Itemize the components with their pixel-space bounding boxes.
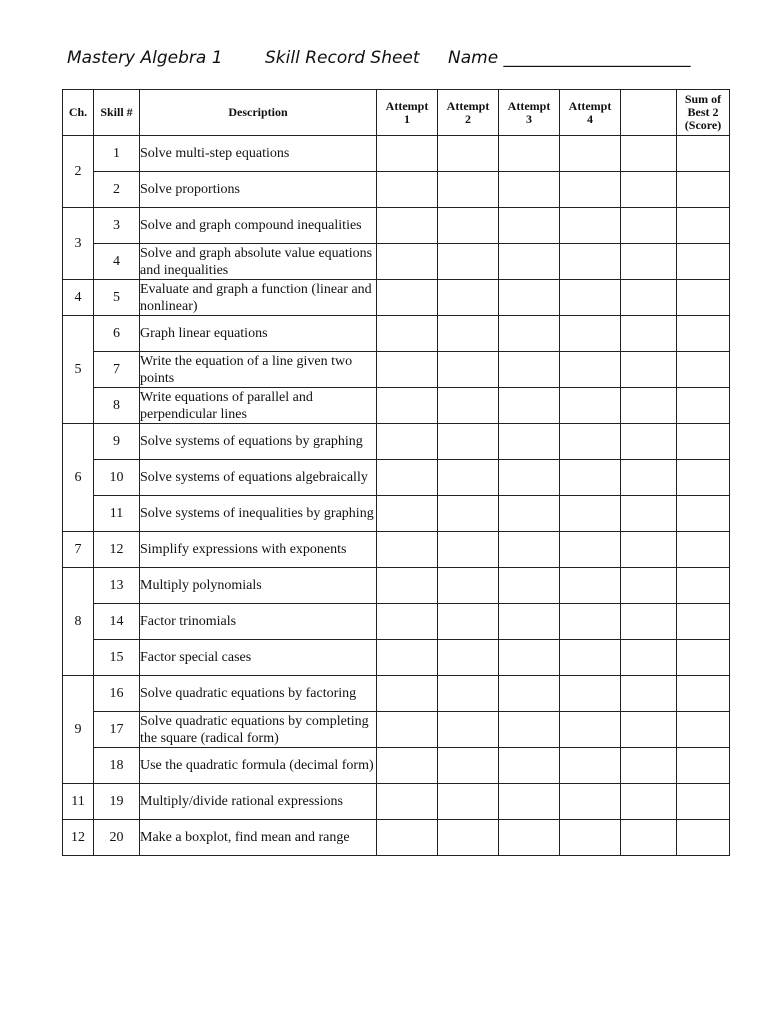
table-row	[63, 820, 730, 856]
skill-number-cell: 8	[94, 388, 140, 424]
attempt-3-cell[interactable]	[499, 532, 560, 568]
attempt-1-cell[interactable]	[377, 388, 438, 424]
table-row	[63, 568, 730, 604]
attempt-3-cell[interactable]	[499, 280, 560, 316]
attempt-4-cell[interactable]	[560, 352, 621, 388]
sum-best-2-cell[interactable]	[677, 496, 730, 532]
attempt-2-cell[interactable]	[438, 244, 499, 280]
skill-description-cell: Solve proportions	[140, 172, 377, 208]
sum-best-2-cell[interactable]	[677, 820, 730, 856]
attempt-1-cell[interactable]	[377, 748, 438, 784]
attempt-2-cell[interactable]	[438, 532, 499, 568]
skill-number-cell: 18	[94, 748, 140, 784]
table-row	[63, 424, 730, 460]
attempt-2-cell[interactable]	[438, 712, 499, 748]
chapter-cell: 12	[63, 820, 94, 856]
blank-cell[interactable]	[621, 568, 677, 604]
table-row	[63, 208, 730, 244]
blank-cell[interactable]	[621, 208, 677, 244]
table-row	[63, 316, 730, 352]
sum-best-2-cell[interactable]	[677, 136, 730, 172]
attempt-4-cell[interactable]	[560, 676, 621, 712]
skill-number-cell: 2	[94, 172, 140, 208]
blank-cell[interactable]	[621, 280, 677, 316]
sum-best-2-cell[interactable]	[677, 244, 730, 280]
attempt-4-cell[interactable]	[560, 496, 621, 532]
sum-best-2-cell[interactable]	[677, 352, 730, 388]
attempt-3-cell[interactable]	[499, 316, 560, 352]
skill-number-cell: 5	[94, 280, 140, 316]
attempt-3-cell[interactable]	[499, 496, 560, 532]
table-row	[63, 460, 730, 496]
blank-cell[interactable]	[621, 460, 677, 496]
attempt-4-cell[interactable]	[560, 388, 621, 424]
attempt-1-cell[interactable]	[377, 136, 438, 172]
attempt-2-cell[interactable]	[438, 280, 499, 316]
attempt-4-cell[interactable]	[560, 316, 621, 352]
sum-best-2-cell[interactable]	[677, 316, 730, 352]
attempt-2-cell[interactable]	[438, 172, 499, 208]
attempt-3-cell[interactable]	[499, 748, 560, 784]
attempt-3-cell[interactable]	[499, 712, 560, 748]
chapter-cell: 4	[63, 280, 94, 316]
skill-description-cell: Write equations of parallel and perpendicular lines	[140, 388, 377, 424]
chapter-cell: 8	[63, 568, 94, 676]
chapter-cell: 11	[63, 784, 94, 820]
attempt-4-cell[interactable]	[560, 460, 621, 496]
table-row	[63, 676, 730, 712]
skill-number-cell: 15	[94, 640, 140, 676]
skill-number-cell: 1	[94, 136, 140, 172]
attempt-3-cell[interactable]	[499, 424, 560, 460]
skill-description-cell: Multiply polynomials	[140, 568, 377, 604]
attempt-1-cell[interactable]	[377, 568, 438, 604]
column-header-sum-best-2: Sum of Best 2 (Score)	[677, 90, 730, 136]
attempt-2-cell[interactable]	[438, 460, 499, 496]
attempt-4-cell[interactable]	[560, 820, 621, 856]
table-row	[63, 244, 730, 280]
sum-best-2-cell[interactable]	[677, 208, 730, 244]
attempt-2-cell[interactable]	[438, 424, 499, 460]
skill-number-cell: 13	[94, 568, 140, 604]
attempt-1-cell[interactable]	[377, 820, 438, 856]
attempt-4-cell[interactable]	[560, 712, 621, 748]
attempt-2-cell[interactable]	[438, 388, 499, 424]
blank-cell[interactable]	[621, 388, 677, 424]
skill-description-cell: Make a boxplot, find mean and range	[140, 820, 377, 856]
table-row	[63, 640, 730, 676]
attempt-4-cell[interactable]	[560, 424, 621, 460]
column-header-attempt-1: Attempt 1	[377, 90, 438, 136]
page-header	[67, 46, 747, 74]
attempt-3-cell[interactable]	[499, 244, 560, 280]
skill-number-cell: 12	[94, 532, 140, 568]
blank-cell[interactable]	[621, 532, 677, 568]
skill-number-cell: 7	[94, 352, 140, 388]
attempt-3-cell[interactable]	[499, 820, 560, 856]
skill-number-cell: 14	[94, 604, 140, 640]
sum-best-2-cell[interactable]	[677, 424, 730, 460]
attempt-2-cell[interactable]	[438, 784, 499, 820]
skill-description-cell: Solve and graph compound inequalities	[140, 208, 377, 244]
attempt-4-cell[interactable]	[560, 748, 621, 784]
skill-description-cell: Multiply/divide rational expressions	[140, 784, 377, 820]
attempt-4-cell[interactable]	[560, 532, 621, 568]
blank-cell[interactable]	[621, 820, 677, 856]
sum-best-2-cell[interactable]	[677, 280, 730, 316]
chapter-cell: 5	[63, 316, 94, 424]
sum-best-2-cell[interactable]	[677, 568, 730, 604]
skill-description-cell: Write the equation of a line given two points	[140, 352, 377, 388]
table-row	[63, 748, 730, 784]
attempt-1-cell[interactable]	[377, 280, 438, 316]
skill-number-cell: 17	[94, 712, 140, 748]
attempt-2-cell[interactable]	[438, 208, 499, 244]
attempt-1-cell[interactable]	[377, 316, 438, 352]
column-header-attempt-3: Attempt 3	[499, 90, 560, 136]
skill-rows	[63, 136, 730, 856]
attempt-1-cell[interactable]	[377, 676, 438, 712]
attempt-2-cell[interactable]	[438, 136, 499, 172]
sum-best-2-cell[interactable]	[677, 388, 730, 424]
table-row	[63, 712, 730, 748]
column-header-attempt-4: Attempt 4	[560, 90, 621, 136]
attempt-2-cell[interactable]	[438, 748, 499, 784]
attempt-1-cell[interactable]	[377, 640, 438, 676]
column-header-attempt-2: Attempt 2	[438, 90, 499, 136]
attempt-4-cell[interactable]	[560, 136, 621, 172]
skill-description-cell: Solve systems of equations by graphing	[140, 424, 377, 460]
attempt-1-cell[interactable]	[377, 352, 438, 388]
skill-number-cell: 20	[94, 820, 140, 856]
attempt-1-cell[interactable]	[377, 424, 438, 460]
attempt-1-cell[interactable]	[377, 208, 438, 244]
skill-number-cell: 19	[94, 784, 140, 820]
table-row	[63, 784, 730, 820]
attempt-1-cell[interactable]	[377, 784, 438, 820]
table-row	[63, 352, 730, 388]
table-row	[63, 280, 730, 316]
column-header-skill-number: Skill #	[94, 90, 140, 136]
chapter-cell: 6	[63, 424, 94, 532]
blank-cell[interactable]	[621, 712, 677, 748]
chapter-cell: 3	[63, 208, 94, 280]
attempt-2-cell[interactable]	[438, 316, 499, 352]
blank-cell[interactable]	[621, 640, 677, 676]
sheet-title: Skill Record Sheet	[265, 48, 420, 68]
attempt-2-cell[interactable]	[438, 820, 499, 856]
attempt-3-cell[interactable]	[499, 388, 560, 424]
attempt-3-cell[interactable]	[499, 568, 560, 604]
attempt-2-cell[interactable]	[438, 640, 499, 676]
attempt-1-cell[interactable]	[377, 712, 438, 748]
attempt-1-cell[interactable]	[377, 172, 438, 208]
chapter-cell: 9	[63, 676, 94, 784]
skill-description-cell: Solve quadratic equations by completing the square (radical form)	[140, 712, 377, 748]
attempt-1-cell[interactable]	[377, 532, 438, 568]
attempt-4-cell[interactable]	[560, 568, 621, 604]
skill-number-cell: 16	[94, 676, 140, 712]
attempt-1-cell[interactable]	[377, 460, 438, 496]
blank-cell[interactable]	[621, 424, 677, 460]
table-row	[63, 532, 730, 568]
skill-description-cell: Factor trinomials	[140, 604, 377, 640]
table-row	[63, 388, 730, 424]
attempt-3-cell[interactable]	[499, 352, 560, 388]
attempt-1-cell[interactable]	[377, 496, 438, 532]
skill-description-cell: Solve and graph absolute value equations and inequalities	[140, 244, 377, 280]
table-row	[63, 172, 730, 208]
sum-best-2-cell[interactable]	[677, 748, 730, 784]
column-header-description: Description	[140, 90, 377, 136]
attempt-4-cell[interactable]	[560, 280, 621, 316]
attempt-4-cell[interactable]	[560, 208, 621, 244]
attempt-3-cell[interactable]	[499, 208, 560, 244]
skill-number-cell: 9	[94, 424, 140, 460]
skill-description-cell: Solve systems of inequalities by graphing	[140, 496, 377, 532]
skill-description-cell: Evaluate and graph a function (linear and nonlinear)	[140, 280, 377, 316]
attempt-1-cell[interactable]	[377, 244, 438, 280]
sum-best-2-cell[interactable]	[677, 460, 730, 496]
page-title: Mastery Algebra 1	[67, 48, 223, 68]
skill-record-table	[62, 89, 730, 856]
skill-number-cell: 4	[94, 244, 140, 280]
skill-description-cell: Solve systems of equations algebraically	[140, 460, 377, 496]
column-header-chapter: Ch.	[63, 90, 94, 136]
sum-best-2-cell[interactable]	[677, 172, 730, 208]
attempt-2-cell[interactable]	[438, 676, 499, 712]
blank-cell[interactable]	[621, 604, 677, 640]
attempt-3-cell[interactable]	[499, 676, 560, 712]
sum-best-2-cell[interactable]	[677, 604, 730, 640]
skill-description-cell: Solve quadratic equations by factoring	[140, 676, 377, 712]
chapter-cell: 7	[63, 532, 94, 568]
blank-cell[interactable]	[621, 784, 677, 820]
attempt-1-cell[interactable]	[377, 604, 438, 640]
skill-description-cell: Use the quadratic formula (decimal form)	[140, 748, 377, 784]
attempt-3-cell[interactable]	[499, 136, 560, 172]
attempt-2-cell[interactable]	[438, 352, 499, 388]
sum-best-2-cell[interactable]	[677, 532, 730, 568]
sum-best-2-cell[interactable]	[677, 676, 730, 712]
name-field-label: Name ______________________	[448, 48, 691, 68]
blank-cell[interactable]	[621, 676, 677, 712]
blank-cell[interactable]	[621, 748, 677, 784]
sum-best-2-cell[interactable]	[677, 712, 730, 748]
attempt-3-cell[interactable]	[499, 604, 560, 640]
column-header-blank	[621, 90, 677, 136]
attempt-4-cell[interactable]	[560, 604, 621, 640]
blank-cell[interactable]	[621, 172, 677, 208]
attempt-4-cell[interactable]	[560, 172, 621, 208]
attempt-3-cell[interactable]	[499, 460, 560, 496]
blank-cell[interactable]	[621, 316, 677, 352]
attempt-4-cell[interactable]	[560, 640, 621, 676]
sum-best-2-cell[interactable]	[677, 784, 730, 820]
attempt-4-cell[interactable]	[560, 784, 621, 820]
table-row	[63, 604, 730, 640]
skill-number-cell: 3	[94, 208, 140, 244]
attempt-2-cell[interactable]	[438, 604, 499, 640]
attempt-4-cell[interactable]	[560, 244, 621, 280]
attempt-2-cell[interactable]	[438, 496, 499, 532]
skill-number-cell: 11	[94, 496, 140, 532]
attempt-2-cell[interactable]	[438, 568, 499, 604]
skill-description-cell: Solve multi-step equations	[140, 136, 377, 172]
chapter-cell: 2	[63, 136, 94, 208]
sum-best-2-cell[interactable]	[677, 640, 730, 676]
table-row	[63, 496, 730, 532]
skill-description-cell: Factor special cases	[140, 640, 377, 676]
table-row	[63, 136, 730, 172]
blank-cell[interactable]	[621, 136, 677, 172]
attempt-3-cell[interactable]	[499, 640, 560, 676]
blank-cell[interactable]	[621, 352, 677, 388]
blank-cell[interactable]	[621, 244, 677, 280]
skill-number-cell: 10	[94, 460, 140, 496]
attempt-3-cell[interactable]	[499, 784, 560, 820]
blank-cell[interactable]	[621, 496, 677, 532]
skill-number-cell: 6	[94, 316, 140, 352]
attempt-3-cell[interactable]	[499, 172, 560, 208]
skill-description-cell: Graph linear equations	[140, 316, 377, 352]
table-header-row	[63, 90, 730, 136]
skill-description-cell: Simplify expressions with exponents	[140, 532, 377, 568]
